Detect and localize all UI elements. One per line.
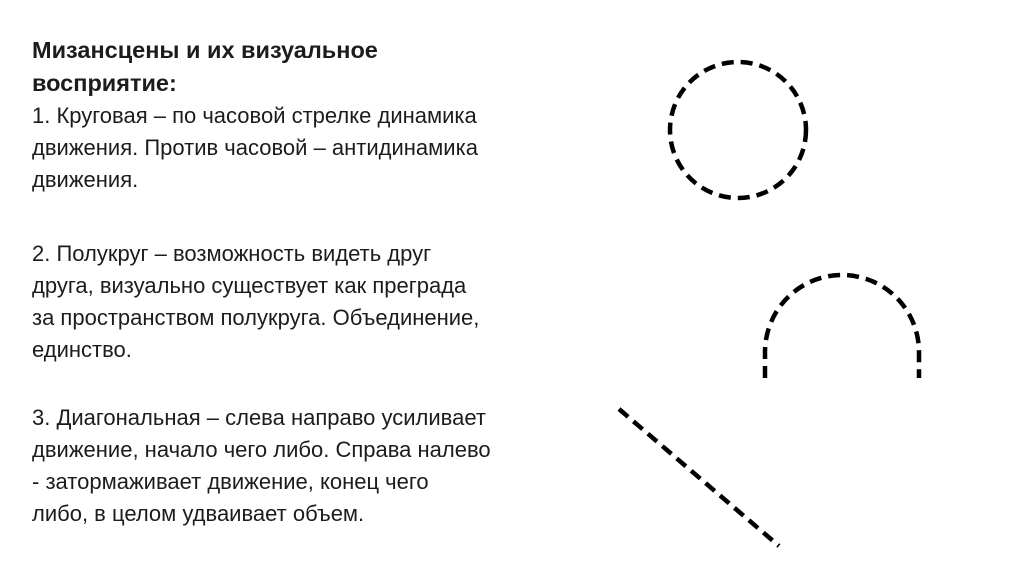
item-circular bbox=[32, 100, 622, 196]
dashed-circle-figure bbox=[670, 62, 806, 198]
item-semicircle-line-1: 2. Полукруг – возможность видеть друг bbox=[32, 241, 432, 266]
title-line-2: восприятие: bbox=[32, 70, 177, 96]
slide-title bbox=[32, 34, 622, 100]
item-semicircle-line-4: единство. bbox=[32, 337, 132, 362]
item-diagonal-line-2: движение, начало чего либо. Справа налево bbox=[32, 437, 491, 462]
item-semicircle-line-2: друга, визуально существует как преграда bbox=[32, 273, 467, 298]
item-circular-line-1: 1. Круговая – по часовой стрелке динамика bbox=[32, 103, 477, 128]
text-block bbox=[32, 34, 622, 530]
dashed-semicircle-figure bbox=[765, 275, 919, 378]
item-diagonal bbox=[32, 402, 622, 530]
dashed-diagonal-figure bbox=[619, 409, 779, 546]
item-circular-line-2: движения. Против часовой – антидинамика bbox=[32, 135, 478, 160]
item-semicircle-line-3: за пространством полукруга. Объединение, bbox=[32, 305, 480, 330]
title-line-1: Мизансцены и их визуальное bbox=[32, 37, 378, 63]
item-diagonal-line-3: - затормаживает движение, конец чего bbox=[32, 469, 429, 494]
item-diagonal-line-1: 3. Диагональная – слева направо усиливает bbox=[32, 405, 486, 430]
item-circular-line-3: движения. bbox=[32, 167, 139, 192]
item-semicircle bbox=[32, 238, 622, 366]
item-diagonal-line-4: либо, в целом удваивает объем. bbox=[32, 501, 365, 526]
